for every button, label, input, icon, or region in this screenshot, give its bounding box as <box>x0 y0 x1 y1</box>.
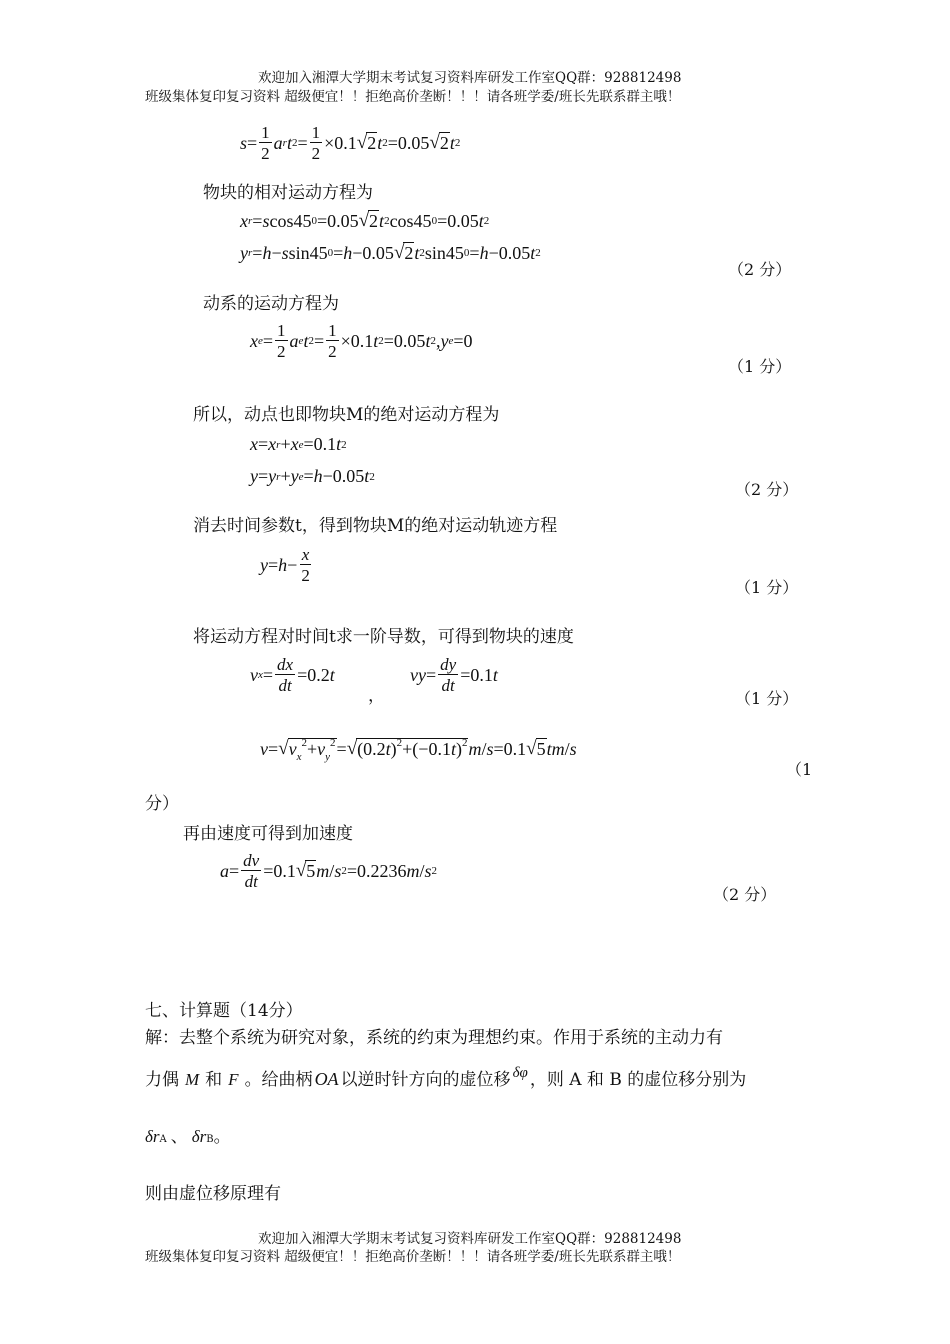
text-principle: 则由虚位移原理有 <box>145 1184 281 1204</box>
symbol-OA: OA <box>314 1069 339 1089</box>
score-6-continued: 分） <box>145 794 179 814</box>
text-couple-mid: 。给曲柄 <box>244 1070 313 1090</box>
equation-yr: y r = h − s sin45 0 = h −0.05 √ 2 t 2 sin45 0 = h −0.05 t 2 <box>240 242 541 263</box>
text-absolute-motion: 所以，动点也即物块M的绝对运动方程为 <box>193 405 500 425</box>
comma: ， <box>368 686 385 706</box>
score-5: （1 分） <box>735 689 799 708</box>
footer-line-2: 班级集体复印复习资料 超级便宜！！拒绝高价垄断！！！请各班学委/班长先联系群主哦！ <box>145 1249 681 1265</box>
equation-trajectory: y = h − $\frac{x}{2}$ <box>260 545 310 585</box>
equation-xe: x e = $\frac{1}{2}$ a e t 2 = $\frac{1}{2}$ ×0.1 t 2 =0.05 t 2 , y e =0 <box>250 321 473 361</box>
period: 。 <box>213 1127 231 1147</box>
symbol-M: M <box>185 1070 200 1089</box>
score-1: （2 分） <box>728 260 792 279</box>
text-couple-end: ，则 A 和 B 的虚位移分别为 <box>529 1070 747 1090</box>
symbol-dphi: δφ <box>512 1065 528 1081</box>
equation-vy: vy = $\frac{dy}{dt}$ =0.1 t <box>410 655 498 695</box>
separator: 、 <box>170 1127 188 1147</box>
score-2: （1 分） <box>728 357 792 376</box>
text-relative-motion: 物块的相对运动方程为 <box>203 183 373 203</box>
symbol-F: F <box>228 1070 239 1089</box>
text-derivative: 将运动方程对时间t求一阶导数，可得到物块的速度 <box>193 627 574 647</box>
solution-line-2 <box>145 1065 747 1092</box>
text-eliminate-t: 消去时间参数t，得到物块M的绝对运动轨迹方程 <box>193 516 558 536</box>
text-couple-and: 和 <box>205 1070 223 1090</box>
equation-vx: v x = $\frac{dx}{dt}$ =0.2 t <box>250 655 335 695</box>
equation-xr: x r = s cos45 0 =0.05 √ 2 t 2 cos45 0 =0.05 t 2 <box>240 210 490 231</box>
symbol-drA: δr <box>145 1127 160 1146</box>
text-accel: 再由速度可得到加速度 <box>183 824 353 844</box>
score-6: （1 <box>786 760 813 779</box>
footer-line-1: 欢迎加入湘潭大学期末考试复习资料库研发工作室QQ群：928812498 <box>258 1231 682 1247</box>
equation-s: s = $\frac{1}{2}$ a r t 2 = $\frac{1}{2}$ ×0.1 √ 2 t 2 =0.05 √ 2 t 2 <box>240 123 461 163</box>
section-7-title: 七、计算题（14分） <box>145 1001 303 1021</box>
text-couple-rot: 以逆时针方向的虚位移 <box>340 1070 511 1090</box>
score-3: （2 分） <box>735 480 799 499</box>
score-7: （2 分） <box>713 885 777 904</box>
header-line-2: 班级集体复印复习资料 超级便宜！！拒绝高价垄断！！！请各班学委/班长先联系群主哦！ <box>145 89 681 105</box>
virtual-displacements: δr A 、 δr B 。 <box>145 1127 231 1147</box>
equation-x: x = x r + x e =0.1 t 2 <box>250 434 347 454</box>
score-4: （1 分） <box>735 578 799 597</box>
text-couple-prefix: 力偶 <box>145 1070 179 1090</box>
header-line-1: 欢迎加入湘潭大学期末考试复习资料库研发工作室QQ群：928812498 <box>258 70 682 86</box>
symbol-drB: δr <box>191 1127 207 1146</box>
text-moving-frame: 动系的运动方程为 <box>203 294 339 314</box>
equation-y: y = y r + y e = h −0.05 t 2 <box>250 466 375 486</box>
equation-a: a = $\frac{dv}{dt}$ =0.1 √ 5 m / s 2 =0.2236 m / s 2 <box>220 851 438 891</box>
equation-v: v = √ $v_x^2+v_y^2$ = √ $(0.2t)^2+(-0.1t)^2$ m / s =0.1 √ 5 tm / s <box>260 737 577 763</box>
solution-line-1: 解：去整个系统为研究对象，系统的约束为理想约束。作用于系统的主动力有 <box>145 1028 723 1048</box>
